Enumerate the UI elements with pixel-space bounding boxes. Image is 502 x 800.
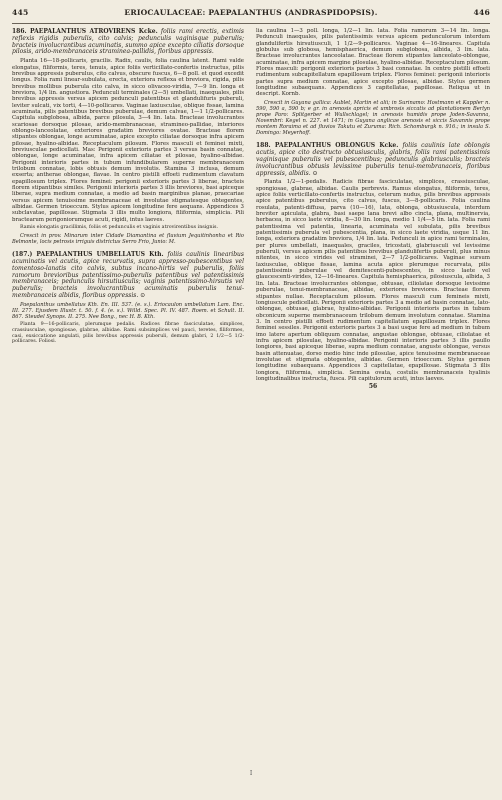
species-187-entry bbox=[12, 252, 244, 300]
running-title: ERIOCAULACEAE: PAEPALANTHUS (ANDRASPIDOPSIS). bbox=[124, 8, 378, 17]
species-186-entry bbox=[12, 29, 244, 56]
species-187-description-continued: lia caulina 1—3 poll. longa, 1/2—1 lin. lata. Folia ramorum 3—14 lin. longa. Pedunculi inaequales, pilis patentissimis versus apicem pedunculorum interdum glandulifertis hirsutiusculi, 1 1/2—9-pollicares. Vaginae 4—16-lineares. Capitula globulus sub globosa, hemisphaerica, demum subglobosa, albida, 3 lin. lata. Bracteae involucrantes lanceolatae. Bracteae florem stipantes lanceolato-oblongae, acuminatae, infra apicem margine pilosulae, hyalino-albidae. Receptaculum pilosum. Flores masculi: perigonii exterioris partes 3 basi connatae. In centro pistilli effoeti rudimentum subcapitellatum epapillosum triplex. Flores feminei: perigonii interioris partes supra medium connatae, apice excepto pilosae, albidae. Stylus germen longitudine subaequans. Appendices 3 capitellatae, papillosae. Reliqua ut in descript. Kornb. bbox=[256, 28, 490, 98]
species-186-locality: Crescit in prov. Minarum inter Cidade Diamantina et fluvium Jequitinhonha et Rio Belmonte, locis petrosis irriguis districtus Serro Frio, Junio: M. bbox=[12, 232, 244, 246]
species-187-synonymy: Paepalanthus umbellatus Kth. En. III. 537. (e. s.). Eriocaulon umbellatum Lam. Enc. III. 277. Ejusdem Illustr. t. 50. f. 4. (e. s.). Willd. Spec. Pl. IV. 487. Roem. et Schult. II. 867. Steudel Synops. II. 275. Nee Bong., nec H. B. Kth. bbox=[12, 301, 244, 320]
signature-mark: 56 bbox=[368, 383, 378, 391]
species-187-diagnosis: foliis caulinis linearibus acuminatis vel acutis, apice recurvatis, supra appresso-pubescentibus vel tomentoso-lanatis cito calvis, subtus incano-hirtis vel puberulis, foliis ramorum brevioribus patentissimo-puberulis patentibus vel patentissimis membranaceis; pedunculis hirsutiusculis; vaginis patentissimo-hirsutis vel puberulis; bracteis involucrantibus acuminatis puberulis tenui-membranaceis albidis, floribus oppressis. ⊙ bbox=[12, 251, 244, 299]
species-186-note: Ramis elongatis gracillimis, foliis et pedunculis et vaginis atrovirentibus insignis. bbox=[20, 225, 218, 231]
species-188-entry bbox=[256, 143, 490, 177]
species-187-locality: Crescit in Guyana gallica: Aublet, Martin et alii; in Surinamo: Hostmann et Kappler n. 590, 590 a, 590 b; e gr. in arenosis apricis et umbrosis siccatis ad plantationem Berlyn prope Paro: Splitgerber et Wullschlagel; in arenosis humidis prope Joden-Savanna, Novembri: Kegel n. 227. et 1471; in Guyana anglicae arenosis et siccis Savannis prope montem Roraima et ad fluvios Takutu et Zuruma: Rich. Schomburgk n. 916.; in insula S. Domingo: Meyerhoff. bbox=[256, 99, 490, 137]
species-186-heading: 186. PAEPALANTHUS ATROVIRENS Kcke. bbox=[12, 28, 158, 35]
header-rule bbox=[12, 23, 490, 24]
species-186-diagnosis: foliis rami erectis, extimis reflexis rigidis puberulis, cito calvis; pedunculis vaginisque puberulis; bracteis involucrantibus acuminatis, summo apice excepto ciliatis dorsoque pilosis, arido-membranaceis straminea-pallidis, floribus appressis. bbox=[12, 28, 244, 56]
bottom-mark: I bbox=[249, 770, 253, 777]
page-header bbox=[12, 8, 490, 20]
species-187-heading: (187.) PAEPALANTHUS UMBELLATUS Kth. bbox=[12, 251, 164, 259]
species-187-description: Planta 9—16-pollicaris, plerumque pedalis. Radices fibrae fasciculatae, simplices, crassiusculae, spongiosae, glabrae, albidae. Rami subsimplices vel pauci, teretes, filiformes, casi, exsiccatione angulati, pilis brevibus appressis puberuli, demum glabri, 2 1/2—5 1/2-pollicares. Foliosi. bbox=[12, 321, 244, 345]
species-186-description: Planta 16—18-pollicaris, gracilis. Radix, caulis, folia caulina latent. Rami valde elongatus, filiformis, teres, tenuis, apice foliis verticillato-confertis instructus, pilis brevibus appressis puberulus, cito calvus, obscure fuscus, 6—8 poll. et quod excedit longus. Folia rami linear-subulata, erecta, exteriora reflexa et breviora, rigida, pilis brevibus mollibus puberula cito calva, in sicco olivaceo-viridia, 7—9 lin. longa et breviora, 1/4 lin. angustiora. Pedunculi terminales (2—5) umbellati, inaequales, pilis brevibus appressis versus apicem pedunculi patentibus et glandulifuris puberuli, leviter sulcati, vix torti, 4—10-pollicares. Vaginae laxiusculae, oblique fissae, lamina acuminata, pilis patentibus brevibus puberulae, demum calvae, 1—1 1/2-pollicares. Capitula subglobosa, albida, parce pilosula, 3—4 lin. lata. Bracteae involucrantes scariosae dorsoque pilosae, arido-membranaceae, stramineo-pallidae, interiores oblongo-lanceolatae, exteriores gradatim breviores ovatae. Bracteae florem stipantes oblongae, longe acuminatae, apice excepto ciliatae dorsoque infra apicem pilosae, hyalino-albidae. Receptaculum pilosum. Flores masculi et feminei mixti, breviusculae pedicellati. Mas: Perigonii exterioris partes 3 versus basin connatae, oblongae, longe acuminatae, infra apicem ciliatae et pilosae, hyalino-albidae. Perigonii interioris partes in tubum infundibularem superne membranaceum trilobum connatae, lobis obtusis demum involutis. Stamina 3 inclusa, demum exserta; antherae oblongae, flavae. In centro pistilli effoeti rudimentum clavatum epapillosum triplex. Flores feminei: perigonii exterioris partes 3 liberae, bracteis florem stipantibus similes. Perigonii interioris partes 3 illis breviores, basi apiceque liberae, supra medium connatae, a medio ad basin marginibus planae, praecariae versus apicem tenuissime membranaceae et involutae stigmatesque obtegentes, albidae. Germen trioeccum. Stylus apicem longitudine fere aequans. Appendices 3 subclavatae, papillosae. Stigmata 3 illis multo longiora, filiformia, simplicia. Pili bractearum perigoniorumque acuti, rigidi, intus laeves. bbox=[12, 58, 244, 223]
species-188-heading: 188. PAEPALANTHUS OBLONGUS Kcke. bbox=[256, 142, 399, 150]
right-column bbox=[256, 28, 490, 391]
species-188-description: Planta 1/2—1-pedalis. Radicis fibrae fasciculatae, simplices, crassiusculae, spongiosae, glabrae, albidae. Caulis perbrevis. Ramus elongatus, filiformis, teres, apice foliis verticillato-confertis instructus, ceterum nudus, pilis brevibus appressis apice patentibus puberulus, cito calvus, fuscus, 3—8-pollicaris. Folia caulina rosulata, patenti-diffusa, parva (10—16), lata, oblonga, obtusiuscula, interdum breviter apiculata, glabra, basi saepe lana brevi albo cincta, plana, multinervia, herbacea, in sicco laete viridia, 8—30 lin. longa, medio 1 1/4—5 lin. lata. Folia rami patentissima vel patentia, linearia, acuminata vel subulata, pilis brevibus patentissimis puberula vel pubescentia, plana, in sicco laete viridia, usque 11 lin. longa, exteriora gradatim breviora, 1/4 lin. lata. Pedunculi in apice rami terminales, per plures umbellati, inaequales, graciles, tricostati, glabriusculi vel levissime puberuli, versus apicem pilis patentibus brevibus glandulifertis puberuli, plus minus nitentes, in sicco virides vel straminei, 2—7 1/2-pollicares. Vaginae sursum laxiusculae, oblique fissae, lamina acuta apice plerumque recurvata, pilis patentissimis puberulae vel demitescenti-pubescentes, in sicco laete vel glaucescenti-virides, 12—16-lineares. Capitula hemisphaerica, pilosiuscula, albida, 3 lin. lata. Bracteae involucrantes oblongae, obtusae, ciliolatae dorsoque levissime puberulae, tenui-membranaceae, albidae, exteriores breviores. Bracteae florem stipantes nullae. Receptaculum pilosum. Flores masculi cum femineis mixti, longiuscule pedicellati. Perigonii exterioris partes 3 a medio ad basin connatae, lato-oblongae, obtusae, glabrae, hyalino-albidae. Perigonii interioris partes in tubum obconicum superne membranaceum trilobum demum involutum connatae. Stamina 3. In centro pistilli effoeti rudimentum capitellatum epapillosum triplex. Flores feminei sessiles. Perigonii exterioris partes 3 a basi usque fere ad medium in tubum imo latere apertum obliquum connatae, angustae oblongae, obtusae, ciliolatae et infra apicem pilosulae, hyalino-albidae. Perigonii interioris partes 3 illis paullo longiores, basi apiceque liberae, supra medium connatae, anguste oblongae, versus basin attenuatae, dorso medio hinc inde pilosulae, apice tenuissime membranaceae involutae et stigmata obtegentes, albidae. Germen trioeccum. Stylus germen longitudine subaequans. Appendices 3 capitellatae, epapillosae. Stigmata 3 illis longiora, filiformia, simplicia. Semina ovata, costulis membranaceis hyalinis longitudinalibus instructa, fusca. Pili capitulorum acuti, intus laeves. bbox=[256, 179, 490, 382]
page-number-right: 446 bbox=[473, 8, 490, 17]
page-number-left: 445 bbox=[12, 8, 29, 17]
left-column bbox=[12, 28, 244, 347]
species-188-diagnosis: foliis caulinis late oblongis acutis, apice cito destructo obtusiusculis, glabris, foliis rami patentissimis vaginisque puberulis vel pubescentibus; pedunculis glabriusculis; bracteis involucrantibus obtusis levissime puberulis tenui-membranaceis, floribus appressis, albidis. ⊙ bbox=[256, 142, 490, 177]
